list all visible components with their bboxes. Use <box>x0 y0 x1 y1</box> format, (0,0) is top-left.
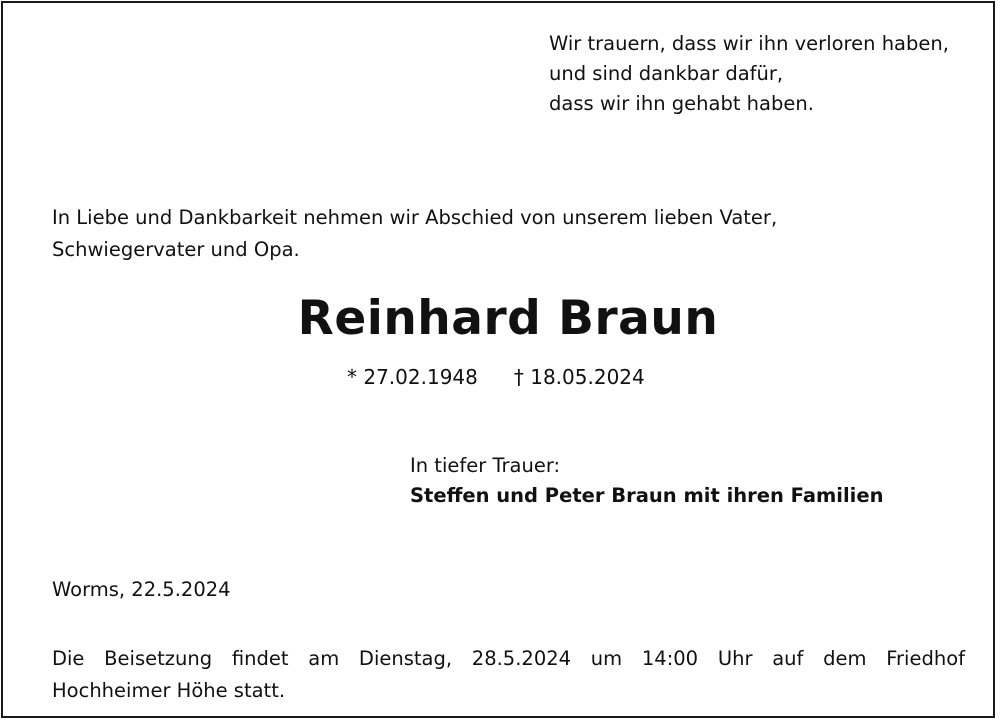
place-and-date: Worms, 22.5.2024 <box>52 578 231 601</box>
deceased-name: Reinhard Braun <box>297 291 719 346</box>
intro-line: Schwiegervater und Opa. <box>52 238 300 261</box>
farewell-intro <box>52 202 882 266</box>
funeral-notice <box>52 643 965 707</box>
memorial-quote <box>549 29 949 119</box>
mourning-label: In tiefer Trauer: <box>410 454 561 477</box>
quote-line: und sind dankbar dafür, <box>549 62 784 85</box>
birth-date: * 27.02.1948 <box>347 365 478 389</box>
life-dates <box>347 365 645 389</box>
quote-line: dass wir ihn gehabt haben. <box>549 92 814 115</box>
funeral-line: Die Beisetzung findet am Dienstag, 28.5.2024 um 14:00 Uhr auf dem Friedhof <box>52 647 965 670</box>
obituary-frame <box>1 1 995 718</box>
intro-line: In Liebe und Dankbarkeit nehmen wir Abschied von unserem lieben Vater, <box>52 206 778 229</box>
death-date: † 18.05.2024 <box>513 365 645 389</box>
quote-line: Wir trauern, dass wir ihn verloren haben, <box>549 32 949 55</box>
mourners-names: Steffen und Peter Braun mit ihren Familien <box>410 484 884 507</box>
funeral-line: Hochheimer Höhe statt. <box>52 679 286 702</box>
